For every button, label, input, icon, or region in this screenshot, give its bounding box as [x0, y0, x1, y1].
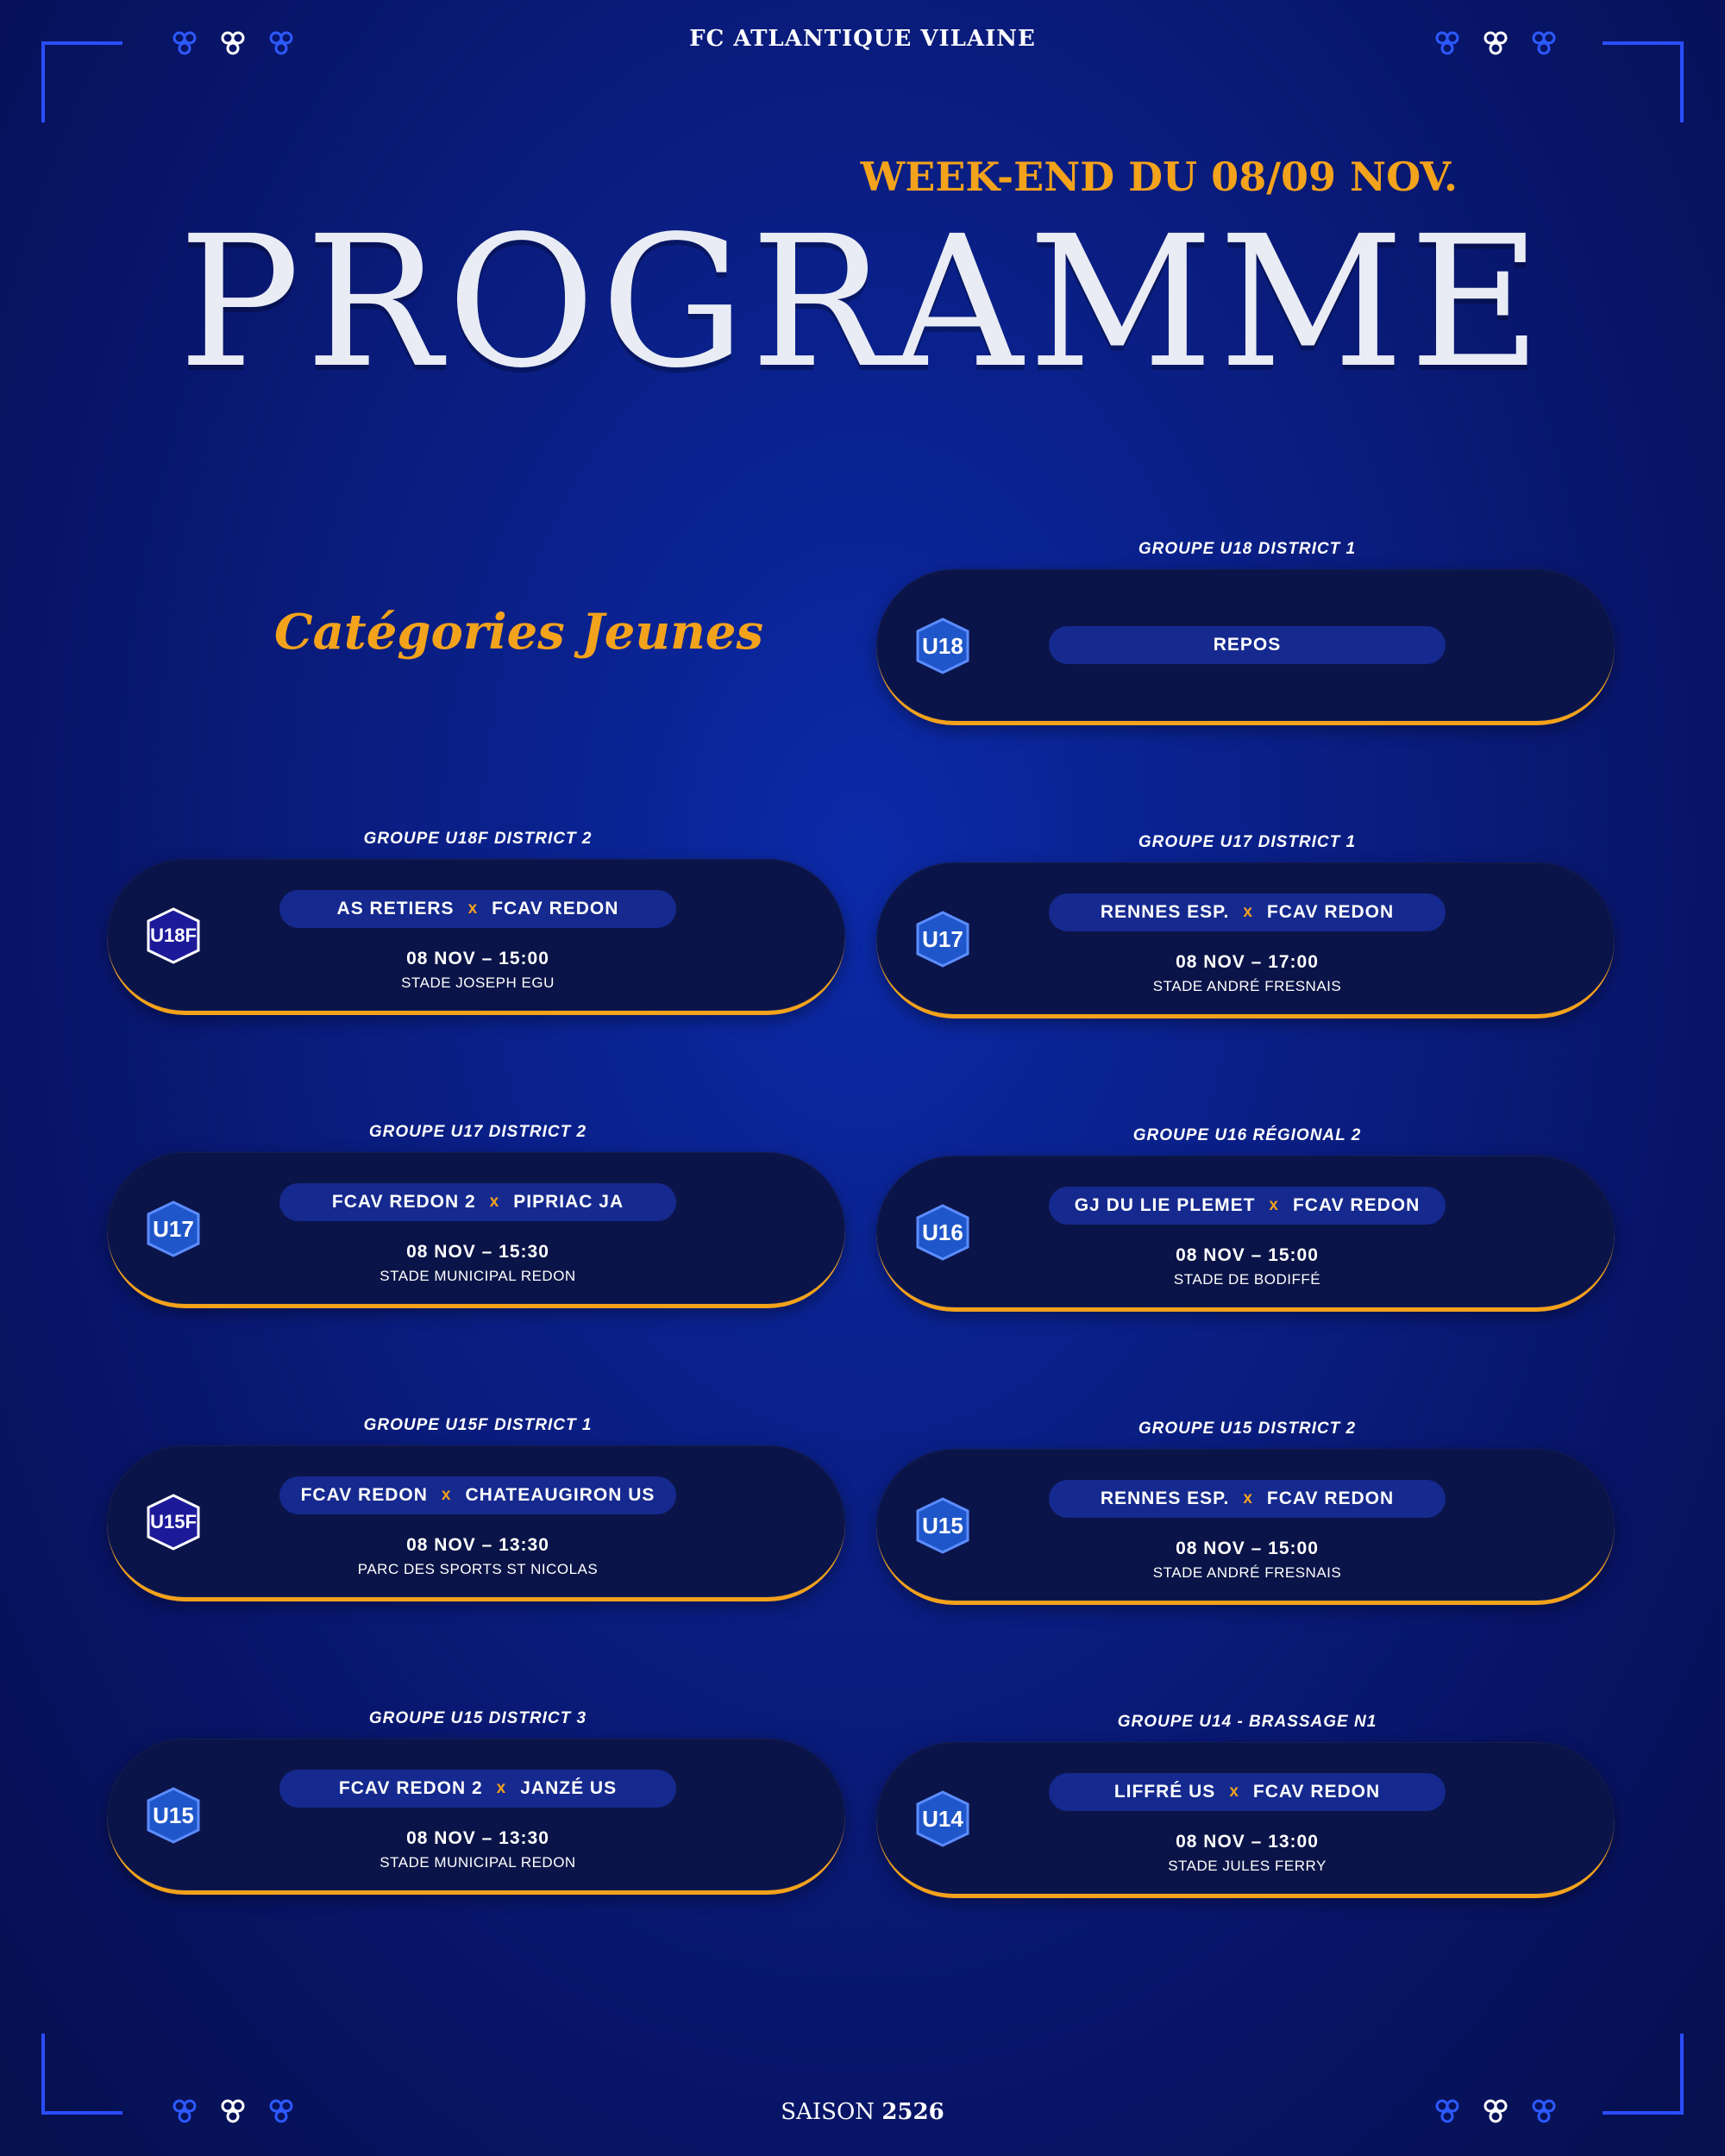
match-venue: STADE JOSEPH EGU [401, 975, 555, 991]
teams-pill [279, 1770, 676, 1808]
category-badge-label: U18 [922, 632, 963, 659]
match-venue: STADE ANDRÉ FRESNAIS [1152, 978, 1342, 994]
away-team: PIPRIAC JA [513, 1192, 624, 1212]
home-team: LIFFRÉ US [1113, 1782, 1216, 1802]
match-venue: STADE DE BODIFFÉ [1173, 1271, 1321, 1288]
category-badge-label: U16 [922, 1219, 963, 1245]
season-value: 2526 [881, 2099, 944, 2125]
group-label: GROUPE U14 - BRASSAGE N1 [1117, 1713, 1377, 1731]
away-team: FCAV REDON [1252, 1782, 1381, 1802]
category-badge-label: U18F [150, 924, 197, 946]
versus-separator: x [441, 1486, 452, 1504]
category-badge-icon [145, 1200, 202, 1257]
home-team: REPOS [1213, 635, 1282, 655]
page-title: PROGRAMME [178, 197, 1547, 408]
match-card [876, 1742, 1615, 1898]
match-card [876, 862, 1615, 1018]
group-label: GROUPE U17 DISTRICT 1 [1138, 833, 1357, 851]
category-badge-icon [914, 1790, 971, 1847]
versus-separator: x [489, 1193, 500, 1211]
away-team: FCAV REDON [1292, 1195, 1421, 1215]
frame-corner-top-right [1603, 41, 1684, 122]
home-team: AS RETIERS [336, 899, 455, 918]
match-datetime: 08 NOV – 13:30 [406, 1828, 549, 1848]
home-team: FCAV REDON 2 [331, 1192, 476, 1212]
category-badge-label: U15 [153, 1802, 194, 1828]
teams-pill [1049, 893, 1446, 931]
frame-corner-top-left [41, 41, 122, 122]
home-team: FCAV REDON 2 [338, 1778, 483, 1798]
teams-pill [279, 1183, 676, 1221]
section-title: Catégories Jeunes [274, 604, 763, 661]
category-badge-icon [914, 1497, 971, 1554]
category-badge-icon [914, 911, 971, 968]
category-badge-label: U15F [150, 1511, 197, 1532]
group-label: GROUPE U15F DISTRICT 1 [363, 1416, 593, 1434]
category-badge-label: U15 [922, 1512, 963, 1539]
group-label: GROUPE U17 DISTRICT 2 [368, 1123, 587, 1141]
group-label: GROUPE U16 RÉGIONAL 2 [1132, 1126, 1362, 1144]
home-team: GJ DU LIE PLEMET [1074, 1195, 1256, 1215]
group-label: GROUPE U18F DISTRICT 2 [363, 830, 593, 848]
match-card [876, 569, 1615, 725]
match-card [107, 1445, 845, 1601]
home-team: FCAV REDON [300, 1485, 428, 1505]
match-card [107, 1739, 845, 1895]
home-team: RENNES ESP. [1100, 1489, 1230, 1508]
match-datetime: 08 NOV – 15:30 [406, 1242, 549, 1262]
match-datetime: 08 NOV – 15:00 [406, 949, 549, 968]
match-card [107, 859, 845, 1015]
teams-pill [279, 1476, 676, 1514]
group-label: GROUPE U15 DISTRICT 3 [368, 1709, 587, 1727]
versus-separator: x [1243, 903, 1253, 921]
teams-pill [279, 890, 676, 928]
away-team: FCAV REDON [492, 899, 619, 918]
match-datetime: 08 NOV – 13:00 [1176, 1832, 1319, 1852]
versus-separator: x [1229, 1783, 1239, 1801]
season-footer [0, 2099, 1725, 2125]
match-datetime: 08 NOV – 13:30 [406, 1535, 549, 1555]
away-team: JANZÉ US [520, 1778, 618, 1798]
category-badge-icon [145, 1494, 202, 1551]
versus-separator: x [1269, 1196, 1279, 1214]
category-badge-icon [145, 907, 202, 964]
match-venue: STADE MUNICIPAL REDON [380, 1854, 576, 1871]
category-badge-label: U17 [922, 925, 963, 952]
category-badge-icon [145, 1787, 202, 1844]
category-badge-icon [914, 1204, 971, 1261]
teams-pill [1049, 626, 1446, 664]
category-badge-icon [914, 617, 971, 674]
versus-separator: x [1243, 1489, 1253, 1507]
home-team: RENNES ESP. [1100, 902, 1230, 922]
teams-pill [1049, 1187, 1446, 1225]
versus-separator: x [496, 1779, 507, 1797]
category-badge-label: U17 [153, 1215, 194, 1242]
match-card [876, 1156, 1615, 1312]
match-card [107, 1152, 845, 1308]
match-venue: PARC DES SPORTS ST NICOLAS [357, 1561, 599, 1577]
match-venue: STADE ANDRÉ FRESNAIS [1152, 1564, 1342, 1581]
away-team: FCAV REDON [1266, 1489, 1395, 1508]
teams-pill [1049, 1480, 1446, 1518]
weekend-date: WEEK-END DU 08/09 NOV. [860, 154, 1458, 200]
group-label: GROUPE U18 DISTRICT 1 [1138, 540, 1357, 558]
group-label: GROUPE U15 DISTRICT 2 [1138, 1420, 1357, 1438]
versus-separator: x [467, 899, 479, 918]
away-team: CHATEAUGIRON US [465, 1485, 656, 1505]
teams-pill [1049, 1773, 1446, 1811]
season-label: SAISON [781, 2099, 875, 2125]
match-venue: STADE JULES FERRY [1168, 1858, 1327, 1874]
club-name: FC ATLANTIQUE VILAINE [689, 26, 1036, 52]
match-venue: STADE MUNICIPAL REDON [380, 1268, 576, 1284]
match-card [876, 1449, 1615, 1605]
away-team: FCAV REDON [1266, 902, 1395, 922]
match-datetime: 08 NOV – 15:00 [1176, 1539, 1319, 1558]
match-datetime: 08 NOV – 17:00 [1176, 952, 1319, 972]
category-badge-label: U14 [922, 1805, 963, 1832]
match-datetime: 08 NOV – 15:00 [1176, 1245, 1319, 1265]
